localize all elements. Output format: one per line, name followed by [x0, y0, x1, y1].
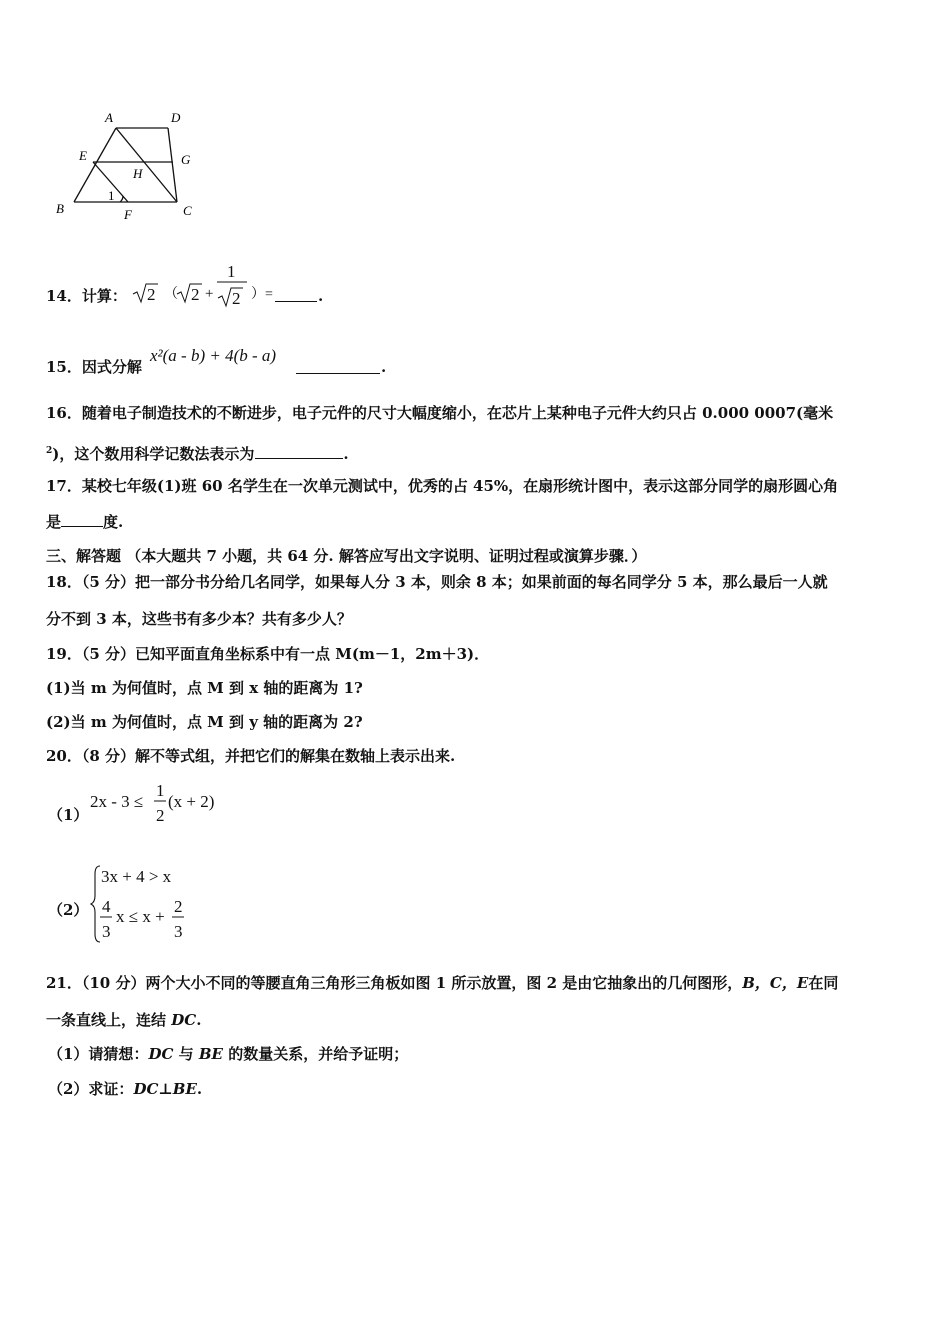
label-D: D — [171, 110, 181, 125]
q14-open: （ — [164, 287, 178, 302]
q20-part2-system — [88, 860, 228, 950]
label-A: A — [105, 110, 113, 125]
q20-p1-right: (x + 2) — [168, 792, 215, 811]
q17-answer-blank[interactable] — [61, 512, 103, 527]
q21-line3c: 与 — [173, 1045, 199, 1063]
q20-p1-den: 2 — [156, 806, 165, 825]
label-E: E — [79, 148, 87, 163]
angle-1-label: 1 — [108, 188, 115, 203]
q16-line2: )，这个数用科学记数法表示为 — [52, 445, 255, 463]
q20-p2-num1: 4 — [102, 897, 111, 916]
q20-line1: 20．（8 分）解不等式组，并把它们的解集在数轴上表示出来. — [46, 747, 456, 765]
question-21-line2 — [46, 1010, 201, 1030]
q20-p2-den1: 3 — [102, 922, 111, 941]
label-F: F — [124, 207, 132, 222]
q21-line1a: 21．（10 分）两个大小不同的等腰直角三角形三角板如图 1 所示放置，图 2 是由它抽象出的几何图形， — [46, 974, 743, 992]
q20-part1-inequality — [88, 780, 248, 830]
q20-p1-num: 1 — [156, 781, 165, 800]
q21-line2a: 一条直线上，连结 — [46, 1011, 172, 1029]
q16-line1: 16．随着电子制造技术的不断进步，电子元件的尺寸大幅度缩小，在芯片上某种电子元件大约只占 0.000 0007(毫米 — [46, 404, 834, 422]
q20-p2-den2: 3 — [174, 922, 183, 941]
q21-line3a: （1）请猜想： — [48, 1045, 149, 1063]
q20-part2-label: （2） — [48, 901, 89, 919]
q17-line1: 17．某校七年级(1)班 60 名学生在一次单元测试中，优秀的占 45%，在扇形统计图中，表示这部分同学的扇形圆心角 — [46, 477, 839, 495]
q21-line2c: . — [196, 1011, 202, 1029]
question-21-line1 — [46, 973, 838, 993]
q14-sqrt2-b: 2 — [191, 285, 200, 304]
q14-answer-blank[interactable] — [275, 287, 317, 302]
q15-expression: x²(a - b) + 4(b - a) — [150, 346, 277, 365]
label-G: G — [181, 152, 191, 167]
q20-p1-left: 2x - 3 ≤ — [90, 792, 144, 811]
label-C: C — [183, 203, 192, 218]
q14-denominator: 2 — [232, 289, 241, 308]
q21-line3b: DC — [148, 1045, 174, 1063]
q14-sqrt2-a: 2 — [147, 285, 156, 304]
q14-end: . — [318, 287, 324, 305]
q19-line2: (1)当 m 为何值时，点 M 到 x 轴的距离为 1? — [46, 679, 363, 697]
q15-prefix: 15．因式分解 — [46, 358, 142, 376]
q16-superscript: 2 — [46, 446, 53, 456]
q21-line4b: DC⊥BE — [133, 1080, 197, 1098]
question-15 — [46, 357, 142, 377]
q21-line3d: BE — [198, 1045, 223, 1063]
q17-line2a: 是 — [46, 513, 62, 531]
q14-prefix: 14．计算： — [46, 287, 127, 305]
q20-p2-row1: 3x + 4 > x — [101, 867, 172, 886]
q18-line1: 18．（5 分）把一部分书分给几名同学，如果每人分 3 本，则余 8 本；如果前面的每名同学分 5 本，那么最后一人就 — [46, 573, 828, 591]
q14-close: ）= — [251, 287, 273, 302]
section-3-title: 三、解答题 （本大题共 7 小题，共 64 分. 解答应写出文字说明、证明过程或演算步骤．） — [46, 547, 647, 565]
q20-p2-num2: 2 — [174, 897, 183, 916]
label-B: B — [56, 201, 64, 216]
q14-plus: + — [205, 286, 214, 302]
question-14 — [46, 286, 127, 306]
q20-p2-mid: x ≤ x + — [116, 907, 165, 926]
q16-end: . — [343, 445, 349, 463]
question-21-line4 — [48, 1079, 202, 1099]
q18-line2: 分不到 3 本，这些书有多少本？共有多少人？ — [46, 610, 352, 628]
q19-line3: (2)当 m 为何值时，点 M 到 y 轴的距离为 2? — [46, 713, 363, 731]
q21-line4c: . — [196, 1080, 203, 1098]
q17-line2b: 度. — [103, 513, 124, 531]
q15-end: . — [381, 358, 387, 376]
trapezoid-figure — [50, 105, 210, 225]
question-16-line2 — [46, 441, 349, 464]
q20-part1-label: （1） — [48, 806, 89, 824]
q21-line1b: B，C，E — [742, 974, 809, 992]
q21-line1c: 在同 — [808, 974, 839, 992]
q21-line2b: DC — [171, 1011, 197, 1029]
q14-numerator: 1 — [227, 262, 236, 281]
label-H: H — [133, 166, 143, 181]
question-21-line3 — [48, 1044, 408, 1064]
q15-answer-blank[interactable] — [296, 359, 380, 374]
q19-line1: 19．（5 分）已知平面直角坐标系中有一点 M(m－1，2m＋3)． — [46, 645, 490, 663]
q21-line3e: 的数量关系，并给予证明； — [222, 1045, 409, 1063]
q16-answer-blank[interactable] — [255, 444, 343, 459]
q21-line4a: （2）求证： — [48, 1080, 134, 1098]
question-17-line2 — [46, 512, 123, 532]
